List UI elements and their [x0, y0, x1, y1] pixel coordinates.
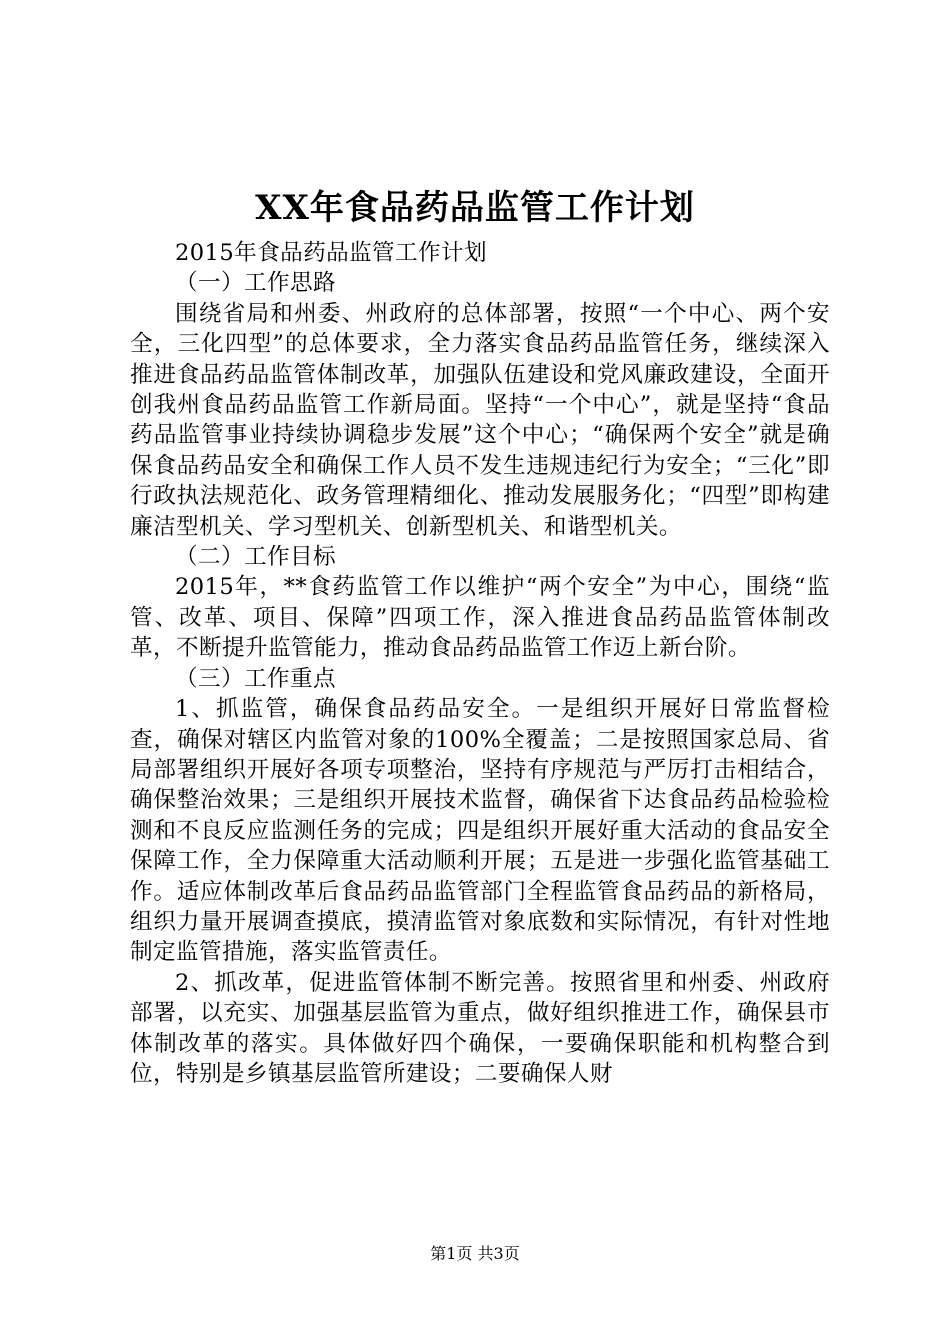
page-footer: 第1页 共3页: [430, 1244, 520, 1263]
section-heading-3: （三）工作重点: [175, 665, 336, 692]
section-paragraph-1: 围绕省局和州委、州政府的总体部署，按照“一个中心、两个安全，三化四型”的总体要求，全力落实食品药品监管任务，继续深入推进食品药品监管体制改革，加强队伍建设和党风廉政建设，全面开创我州食品药品监管工作新局面。坚持“一个中心”，就是坚持“食品药品监管事业持续协调稳步发展”这个中心；“确保两个安全”就是确保食品药品安全和确保工作人员不发生违规违纪行为安全；“三化”即行政执法规范化、政务管理精细化、推动发展服务化；“四型”即构建廉洁型机关、学习型机关、创新型机关、和谐型机关。: [130, 300, 830, 540]
document-title: XX年食品药品监管工作计划: [255, 188, 695, 228]
section-heading-2: （二）工作目标: [175, 544, 336, 571]
work-item-paragraph-2: 2、抓改革，促进监管体制不断完善。按照省里和州委、州政府部署，以充实、加强基层监管为重点，做好组织推进工作，确保县市体制改革的落实。具体做好四个确保，一要确保职能和机构整合到位，特别是乡镇基层监管所建设；二要确保人财: [130, 969, 830, 1087]
section-paragraph-2: 2015年，**食药监管工作以维护“两个安全”为中心，围绕“监管、改革、项目、保障”四项工作，深入推进食品药品监管体制改革，不断提升监管能力，推动食品药品监管工作迈上新台阶。: [130, 574, 830, 662]
document-body: [130, 238, 830, 1089]
work-item-paragraph-1: 1、抓监管，确保食品药品安全。一是组织开展好日常监督检查，确保对辖区内监管对象的100%全覆盖；二是按照国家总局、省局部署组织开展好各项专项整治，坚持有序规范与严厉打击相结合，确保整治效果；三是组织开展技术监督，确保省下达食品药品检验检测和不良反应监测任务的完成；四是组织开展好重大活动的食品安全保障工作，全力保障重大活动顺利开展；五是进一步强化监管基础工作。适应体制改革后食品药品监管部门全程监管食品药品的新格局，组织力量开展调查摸底，摸清监管对象底数和实际情况，有针对性地制定监管措施，落实监管责任。: [130, 696, 830, 966]
document-subtitle: 2015年食品药品监管工作计划: [175, 240, 488, 266]
section-heading-1: （一）工作思路: [175, 270, 336, 297]
